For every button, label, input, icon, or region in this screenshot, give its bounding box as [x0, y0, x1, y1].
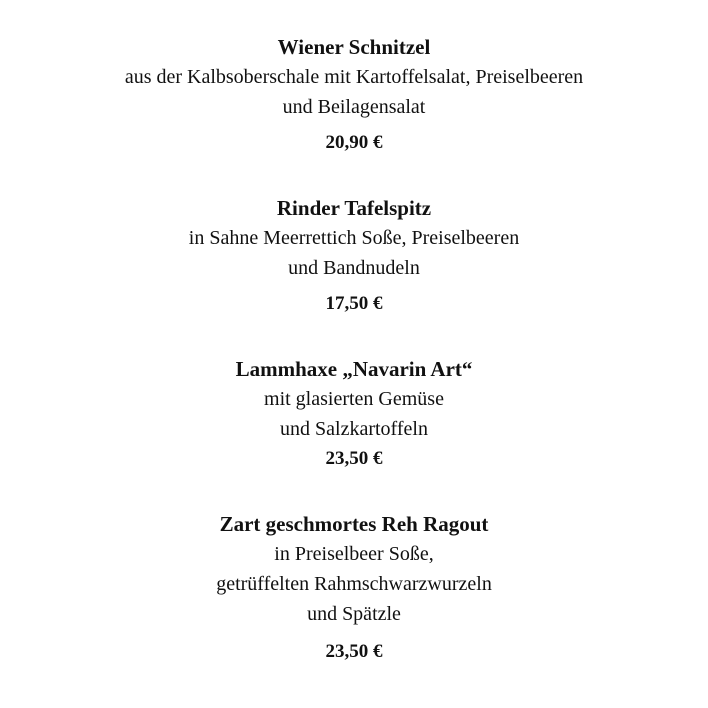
dish-description-line: und Salzkartoffeln — [280, 418, 428, 440]
dish-price: 17,50 € — [325, 293, 383, 314]
dish-description-line: und Bandnudeln — [288, 257, 420, 279]
menu-item-lammhaxe — [0, 354, 708, 472]
dish-title: Lammhaxe „Navarin Art“ — [235, 357, 473, 381]
dish-price: 23,50 € — [325, 448, 383, 469]
dish-description-line: in Sahne Meerrettich Soße, Preiselbeeren — [188, 227, 520, 249]
dish-description-line: getrüffelten Rahmschwarzwurzeln — [216, 573, 492, 595]
dish-description-line: aus der Kalbsoberschale mit Kartoffelsalat, Preiselbeeren — [124, 66, 584, 88]
dish-title: Zart geschmortes Reh Ragout — [219, 512, 489, 536]
dish-price: 23,50 € — [325, 641, 383, 662]
dish-description-line: und Beilagensalat — [282, 96, 426, 118]
menu-item-reh-ragout — [0, 509, 708, 665]
dish-description-line: mit glasierten Gemüse — [264, 388, 444, 410]
dish-title: Wiener Schnitzel — [277, 35, 431, 59]
dish-description-line: in Preiselbeer Soße, — [274, 543, 434, 565]
menu-item-rinder-tafelspitz — [0, 193, 708, 317]
dish-title: Rinder Tafelspitz — [276, 196, 432, 220]
dish-description-line: und Spätzle — [307, 603, 401, 625]
dish-price: 20,90 € — [325, 132, 383, 153]
menu-item-wiener-schnitzel — [0, 32, 708, 156]
